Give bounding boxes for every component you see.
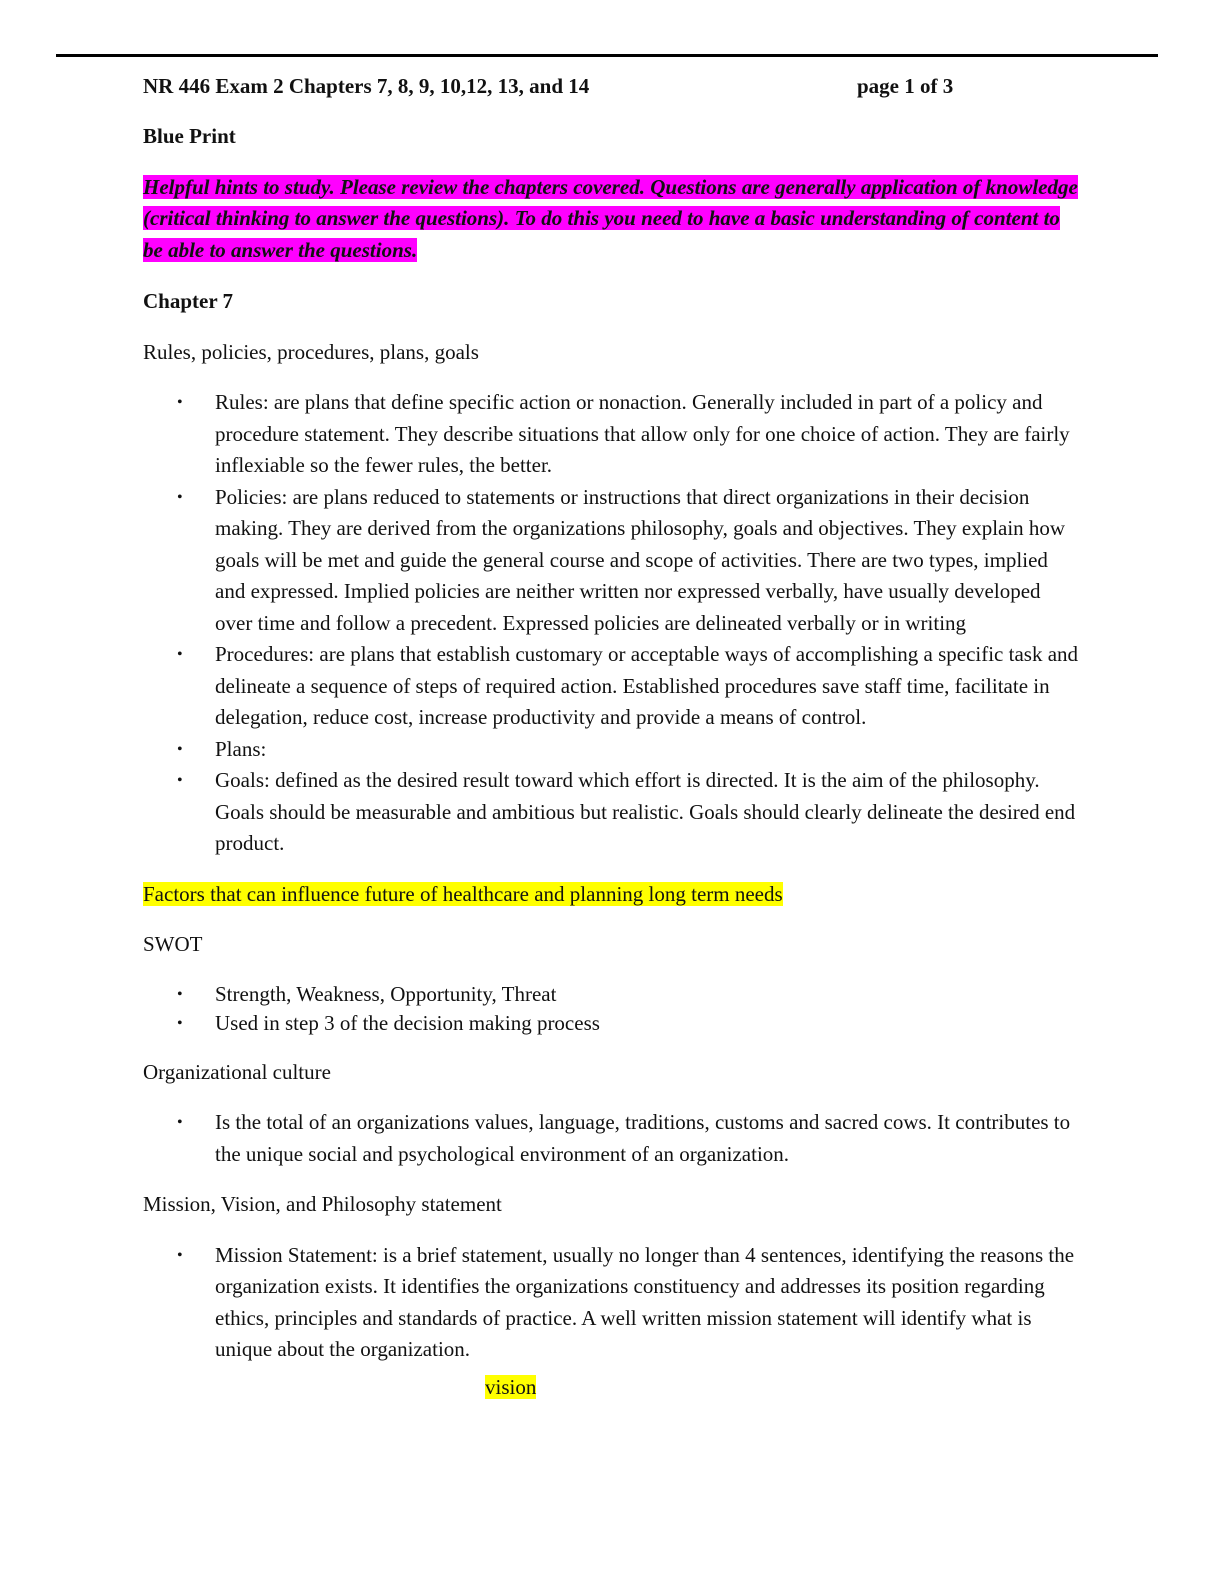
exam-title: NR 446 Exam 2 Chapters 7, 8, 9, 10,12, 13, and 14 xyxy=(143,74,590,98)
study-hints-text: Helpful hints to study. Please review the chapters covered. Questions are generally application of knowledge (critical thinking to answer the questions). To do this you need to have a basic understanding of content to be able to answer the questions. xyxy=(143,174,1078,262)
swot-heading: SWOT xyxy=(143,932,203,956)
top-horizontal-rule xyxy=(56,54,1158,57)
list-item-text: Policies: are plans reduced to statements or instructions that direct organizations in their decision making. They are derived from the organizations philosophy, goals and objectives. They explain how goals will be met and guide the general course and scope of activities. There are two types, implied and expressed. Implied policies are neither written nor expressed verbally, have usually developed over time and follow a precedent. Expressed policies are delineated verbally or in writing xyxy=(215,484,1066,635)
bullet-icon: • xyxy=(177,772,183,789)
list-item-text: Strength, Weakness, Opportunity, Threat xyxy=(215,981,557,1006)
mission-vision-heading: Mission, Vision, and Philosophy statement xyxy=(143,1192,502,1216)
list-item xyxy=(143,1240,1083,1366)
study-hints-paragraph xyxy=(143,172,1083,267)
bullet-icon: • xyxy=(177,740,183,758)
list-item-text: Mission Statement: is a brief statement, usually no longer than 4 sentences, identifying the reasons the organization exists. It identifies the organizations constituency and addresses its position regarding ethics, principles and standards of practice. A well written mission statement will identify what is unique about the organization. xyxy=(215,1242,1075,1361)
list-item-text: Is the total of an organizations values, language, traditions, customs and sacred cows. It contributes to the unique social and psychological environment of an organization. xyxy=(215,1110,1071,1166)
bullet-icon: • xyxy=(177,394,183,411)
list-item-text: Goals: defined as the desired result toward which effort is directed. It is the aim of the philosophy. Goals should be measurable and ambitious but realistic. Goals should clearly delineate the desired end product. xyxy=(215,768,1076,855)
vision-label: vision xyxy=(485,1374,537,1399)
bullet-icon: • xyxy=(177,1246,183,1264)
rules-bullet-list xyxy=(143,387,1083,860)
bullet-icon: • xyxy=(177,488,183,506)
culture-bullet-list xyxy=(143,1107,1083,1170)
rules-section-heading: Rules, policies, procedures, plans, goals xyxy=(143,339,479,364)
bullet-icon: • xyxy=(177,1014,183,1032)
vision-line xyxy=(485,1372,1083,1404)
chapter-7-heading: Chapter 7 xyxy=(143,289,234,313)
bullet-icon: • xyxy=(177,646,183,663)
list-item xyxy=(143,734,1083,766)
list-item-text: Rules: are plans that define specific action or nonaction. Generally included in part of a policy and procedure statement. They describe situations that allow only for one choice of action. They are fairly inflexiable so the fewer rules, the better. xyxy=(215,390,1070,477)
swot-bullet-list xyxy=(143,980,1083,1038)
list-item-text: Plans: xyxy=(215,736,267,761)
list-item-text: Used in step 3 of the decision making process xyxy=(215,1010,600,1035)
factors-heading-paragraph xyxy=(143,879,1083,911)
list-item xyxy=(143,1107,1083,1170)
factors-heading: Factors that can influence future of healthcare and planning long term needs xyxy=(143,881,783,906)
list-item xyxy=(143,1009,1083,1038)
list-item xyxy=(143,387,1083,482)
page-number-label: page 1 of 3 xyxy=(857,74,954,98)
bullet-icon: • xyxy=(177,1114,183,1131)
bullet-icon: • xyxy=(177,985,183,1003)
document-page xyxy=(143,70,1083,1403)
organizational-culture-heading: Organizational culture xyxy=(143,1059,331,1084)
list-item xyxy=(143,639,1083,734)
list-item xyxy=(143,980,1083,1009)
mission-bullet-list xyxy=(143,1240,1083,1366)
list-item-text: Procedures: are plans that establish customary or acceptable ways of accomplishing a specific task and delineate a sequence of steps of required action. Established procedures save staff time, facilitate in delegation, reduce cost, increase productivity and provide a means of control. xyxy=(215,642,1079,729)
document-header xyxy=(143,70,1083,102)
list-item xyxy=(143,482,1083,640)
list-item xyxy=(143,765,1083,860)
blue-print-heading: Blue Print xyxy=(143,124,236,148)
